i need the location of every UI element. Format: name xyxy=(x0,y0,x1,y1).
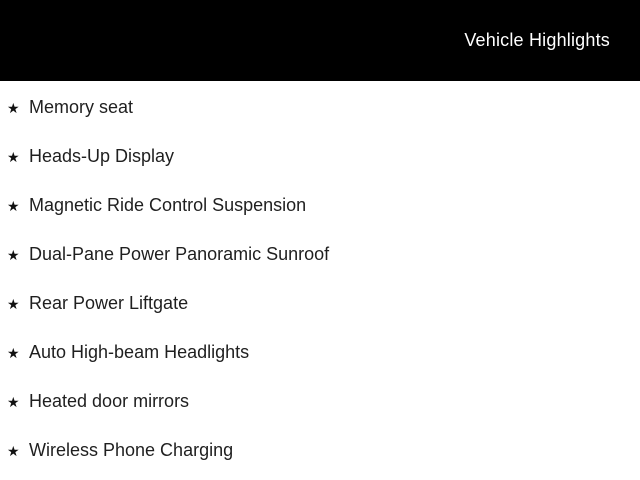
highlight-label: Dual-Pane Power Panoramic Sunroof xyxy=(29,243,330,264)
list-item xyxy=(0,377,640,426)
list-item xyxy=(0,83,640,132)
highlight-label: Magnetic Ride Control Suspension xyxy=(29,194,307,215)
star-bullet-icon: ★ xyxy=(7,344,20,361)
highlight-label: Heads-Up Display xyxy=(29,145,175,166)
star-bullet-icon: ★ xyxy=(7,197,20,214)
star-bullet-icon: ★ xyxy=(7,148,20,165)
highlights-header xyxy=(0,0,640,81)
list-item xyxy=(0,132,640,181)
list-item xyxy=(0,181,640,230)
star-bullet-icon: ★ xyxy=(7,442,20,459)
highlights-list xyxy=(0,81,640,475)
star-bullet-icon: ★ xyxy=(7,393,20,410)
list-item xyxy=(0,426,640,475)
highlight-label: Memory seat xyxy=(29,96,134,117)
highlight-label: Auto High-beam Headlights xyxy=(29,341,250,362)
list-item xyxy=(0,230,640,279)
highlight-label: Rear Power Liftgate xyxy=(29,292,189,313)
highlight-label: Heated door mirrors xyxy=(29,390,190,411)
star-bullet-icon: ★ xyxy=(7,295,20,312)
star-bullet-icon: ★ xyxy=(7,99,20,116)
list-item xyxy=(0,279,640,328)
list-item xyxy=(0,328,640,377)
star-bullet-icon: ★ xyxy=(7,246,20,263)
page-title: Vehicle Highlights xyxy=(464,30,610,50)
highlight-label: Wireless Phone Charging xyxy=(29,439,234,460)
